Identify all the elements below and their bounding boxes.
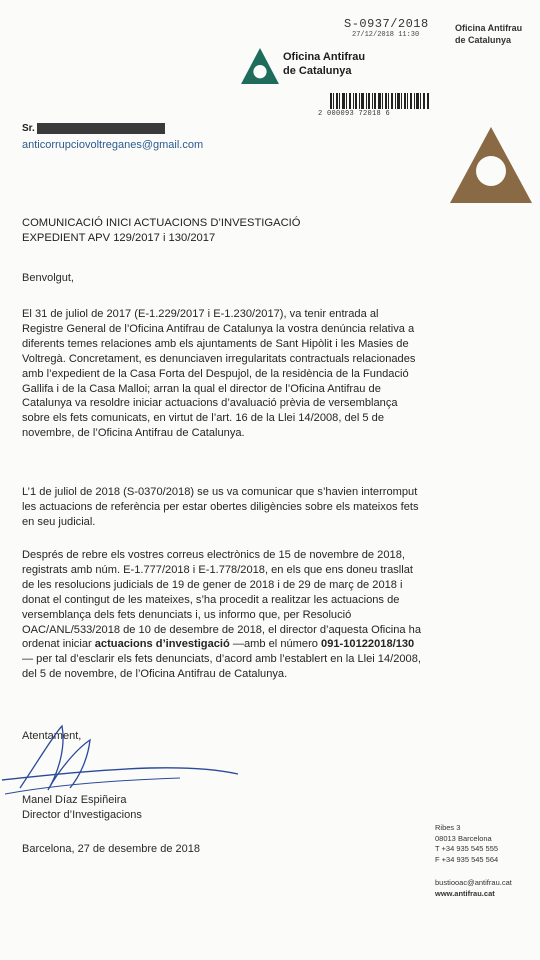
signature-icon xyxy=(0,718,240,798)
registry-stamp-datetime: 27/12/2018 11:30 xyxy=(352,31,420,39)
barcode-icon xyxy=(330,93,430,109)
recipient-salutation: Sr. xyxy=(22,123,35,135)
antifrau-large-logo-icon xyxy=(450,127,532,203)
address-city: 08013 Barcelona xyxy=(435,833,492,843)
contact-website[interactable]: www.antifrau.cat xyxy=(435,889,495,898)
signer-name: Manel Díaz Espiñeira xyxy=(22,794,127,806)
registry-stamp-code: S-0937/2018 xyxy=(344,17,429,31)
address-fax: F +34 935 545 564 xyxy=(435,854,499,864)
contact-email[interactable]: bustiooac@antifrau.cat xyxy=(435,878,512,887)
paragraph-3-part-a: Després de rebre els vostres correus electrònics de 15 de novembre de 2018, registrats amb núm. E-1.777/2018 i E-1.778/2018, en els que ens doneu trasllat de les resolucions judicials de 19 de gener de 2018 i de 29 de març de 2018 i donat el contingut de les mateixes, s’ha procedit a realitzar les actuacions de versemblança dels fets denunciats i, us informo que, per Resolució OAC/ANL/533/2018 de 10 de desembre de 2018, el director d’aquesta Oficina ha ordenat iniciar xyxy=(22,549,422,651)
header-org-line1: Oficina Antifrau xyxy=(455,23,523,33)
header-org-name xyxy=(455,22,522,46)
org-contact xyxy=(435,877,512,899)
org-address xyxy=(435,823,498,865)
paragraph-3-bold-1: actuacions d’investigació xyxy=(94,638,230,651)
subject-line1: COMUNICACIÓ INICI ACTUACIONS D’INVESTIGACIÓ xyxy=(22,217,301,229)
address-street: Ribes 3 xyxy=(435,823,461,832)
recipient-name xyxy=(22,123,165,134)
place-and-date: Barcelona, 27 de desembre de 2018 xyxy=(22,843,200,855)
antifrau-logo-icon xyxy=(241,48,279,84)
paragraph-2 xyxy=(22,485,422,530)
letter-subject xyxy=(22,216,300,246)
logo-name-line2: de Catalunya xyxy=(283,65,352,77)
address-phone: T +34 935 545 555 xyxy=(435,844,499,853)
paragraph-3-part-c: — per tal d’esclarir els fets denunciats, d’acord amb l’establert en la Llei 14/2008, del 5 de novembre, de l’Oficina Antifrau de Catalunya. xyxy=(22,653,421,681)
paragraph-3-text xyxy=(22,548,422,682)
redacted-name xyxy=(37,123,165,134)
signer-title: Director d’Investigacions xyxy=(22,809,142,821)
paragraph-1 xyxy=(22,307,422,441)
signer-block xyxy=(22,793,142,823)
greeting: Benvolgut, xyxy=(22,272,74,284)
paragraph-3-part-b: —amb el número xyxy=(229,638,322,651)
subject-line2: EXPEDIENT APV 129/2017 i 130/2017 xyxy=(22,232,216,244)
recipient-email[interactable]: anticorrupciovoltreganes@gmail.com xyxy=(22,139,204,151)
paragraph-3-bold-2: 091-10122018/130 xyxy=(321,638,415,651)
header-org-line2: de Catalunya xyxy=(455,35,512,45)
closing: Atentament, xyxy=(22,730,82,742)
barcode-number: 2 000093 72018 6 xyxy=(318,110,391,118)
logo-wordmark xyxy=(283,50,365,78)
paragraph-2-text: L’1 de juliol de 2018 (S-0370/2018) se us va comunicar que s’havien interromput les actuacions de referència per estar obertes diligències sobre els mateixos fets en seu judicial. xyxy=(22,486,419,528)
paragraph-3 xyxy=(22,548,422,682)
paragraph-1-text: El 31 de juliol de 2017 (E-1.229/2017 i E-1.230/2017), va tenir entrada al Registre General de l’Oficina Antifrau de Catalunya la vostra denúncia relativa a diferents temes relaciones amb els ajuntaments de Sant Hipòlit i les Masies de Voltregà. Concretament, es denunciaven irregularitats contractuals relacionades amb l’expedient de la Casa Forta del Despujol, de la residència de la Fundació Gallifa i de la Casa Malloi; arran la qual el director de l’Oficina Antifrau de Catalunya va resoldre iniciar actuacions d’avaluació prèvia de versemblança sobre els fets comunicats, en virtut de l’art. 16 de la Llei 14/2008, del 5 de novembre, de l’Oficina Antifrau de Catalunya. xyxy=(22,308,416,440)
logo-name-line1: Oficina Antifrau xyxy=(283,51,366,63)
